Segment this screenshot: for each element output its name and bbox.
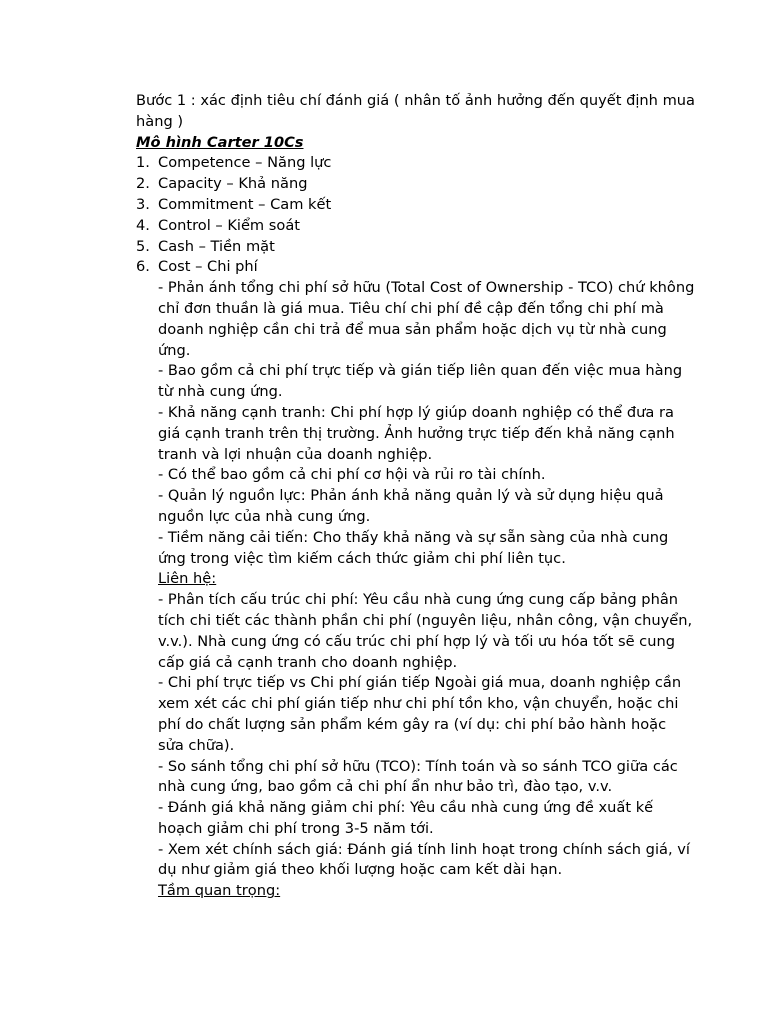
list-text: Competence – Năng lực <box>158 154 332 172</box>
lien-he-item: - Đánh giá khả năng giảm chi phí: Yêu cầu nhà cung ứng đề xuất kế hoạch giảm chi phí trong 3-5 năm tới. <box>158 799 654 837</box>
cost-detail: - Phản ánh tổng chi phí sở hữu (Total Cost of Ownership - TCO) chứ không chỉ đơn thuần là giá mua. Tiêu chí chi phí đề cập đến tổng chi phí mà doanh nghiệp cần chi trả để mua sản phẩm hoặc dịch vụ từ nhà cung ứng. <box>158 279 695 359</box>
cost-detail: - Tiềm năng cải tiến: Cho thấy khả năng và sự sẵn sàng của nhà cung ứng trong việc tìm kiếm cách thức giảm chi phí liên tục. <box>158 528 669 567</box>
list-item <box>136 257 696 278</box>
intro-text: Bước 1 : xác định tiêu chí đánh giá ( nhân tố ảnh hưởng đến quyết định mua hàng ) <box>136 92 695 130</box>
list-text: Cash – Tiền mặt <box>158 237 275 255</box>
list-item <box>136 195 696 216</box>
lien-he-item: - Phân tích cấu trúc chi phí: Yêu cầu nhà cung ứng cung cấp bảng phân tích chi tiết các thành phần chi phí (nguyên liệu, nhân công, vận chuyển, v.v.). Nhà cung ứng có cấu trúc chi phí hợp lý và tối ưu hóa tốt sẽ cung cấp giá cả cạnh tranh cho doanh nghiệp. <box>158 591 693 671</box>
lien-he-item: - Xem xét chính sách giá: Đánh giá tính linh hoạt trong chính sách giá, ví dụ như giảm giá theo khối lượng hoặc cam kết dài hạn. <box>158 840 690 879</box>
list-number: 4. <box>136 216 150 234</box>
cost-detail: - Có thể bao gồm cả chi phí cơ hội và rủi ro tài chính. <box>158 466 546 484</box>
list-text: Control – Kiểm soát <box>158 216 300 234</box>
list-item <box>136 237 696 258</box>
lien-he-heading: Liên hệ: <box>158 570 217 588</box>
list-number: 1. <box>136 154 150 172</box>
list-text: Commitment – Cam kết <box>158 195 332 213</box>
tam-quan-trong-heading: Tầm quan trọng: <box>158 882 281 900</box>
list-number: 6. <box>136 258 150 276</box>
list-text: Capacity – Khả năng <box>158 175 308 193</box>
cost-detail: - Khả năng cạnh tranh: Chi phí hợp lý giúp doanh nghiệp có thể đưa ra giá cạnh tranh trên thị trường. Ảnh hưởng trực tiếp đến khả năng cạnh tranh và lợi nhuận của doanh nghiệp. <box>158 403 675 463</box>
list-number: 2. <box>136 175 150 193</box>
document-page <box>136 91 696 902</box>
lien-he-item: - So sánh tổng chi phí sở hữu (TCO): Tính toán và so sánh TCO giữa các nhà cung ứng, bao gồm cả chi phí ẩn như bảo trì, đào tạo, v.v. <box>158 757 678 796</box>
list-number: 5. <box>136 237 150 255</box>
list-item <box>136 216 696 237</box>
cost-detail: - Quản lý nguồn lực: Phản ánh khả năng quản lý và sử dụng hiệu quả nguồn lực của nhà cung ứng. <box>158 487 664 525</box>
lien-he-item: - Chi phí trực tiếp vs Chi phí gián tiếp Ngoài giá mua, doanh nghiệp cần xem xét các chi phí gián tiếp như chi phí tồn kho, vận chuyển, hoặc chi phí do chất lượng sản phẩm kém gây ra (ví dụ: chi phí bảo hành hoặc sửa chữa). <box>158 674 682 754</box>
cost-section <box>158 278 696 902</box>
criteria-list <box>136 153 696 278</box>
cost-detail: - Bao gồm cả chi phí trực tiếp và gián tiếp liên quan đến việc mua hàng từ nhà cung ứng. <box>158 362 683 401</box>
model-title: Mô hình Carter 10Cs <box>136 133 304 151</box>
list-number: 3. <box>136 195 150 213</box>
list-text: Cost – Chi phí <box>158 258 258 276</box>
list-item <box>136 174 696 195</box>
list-item <box>136 153 696 174</box>
